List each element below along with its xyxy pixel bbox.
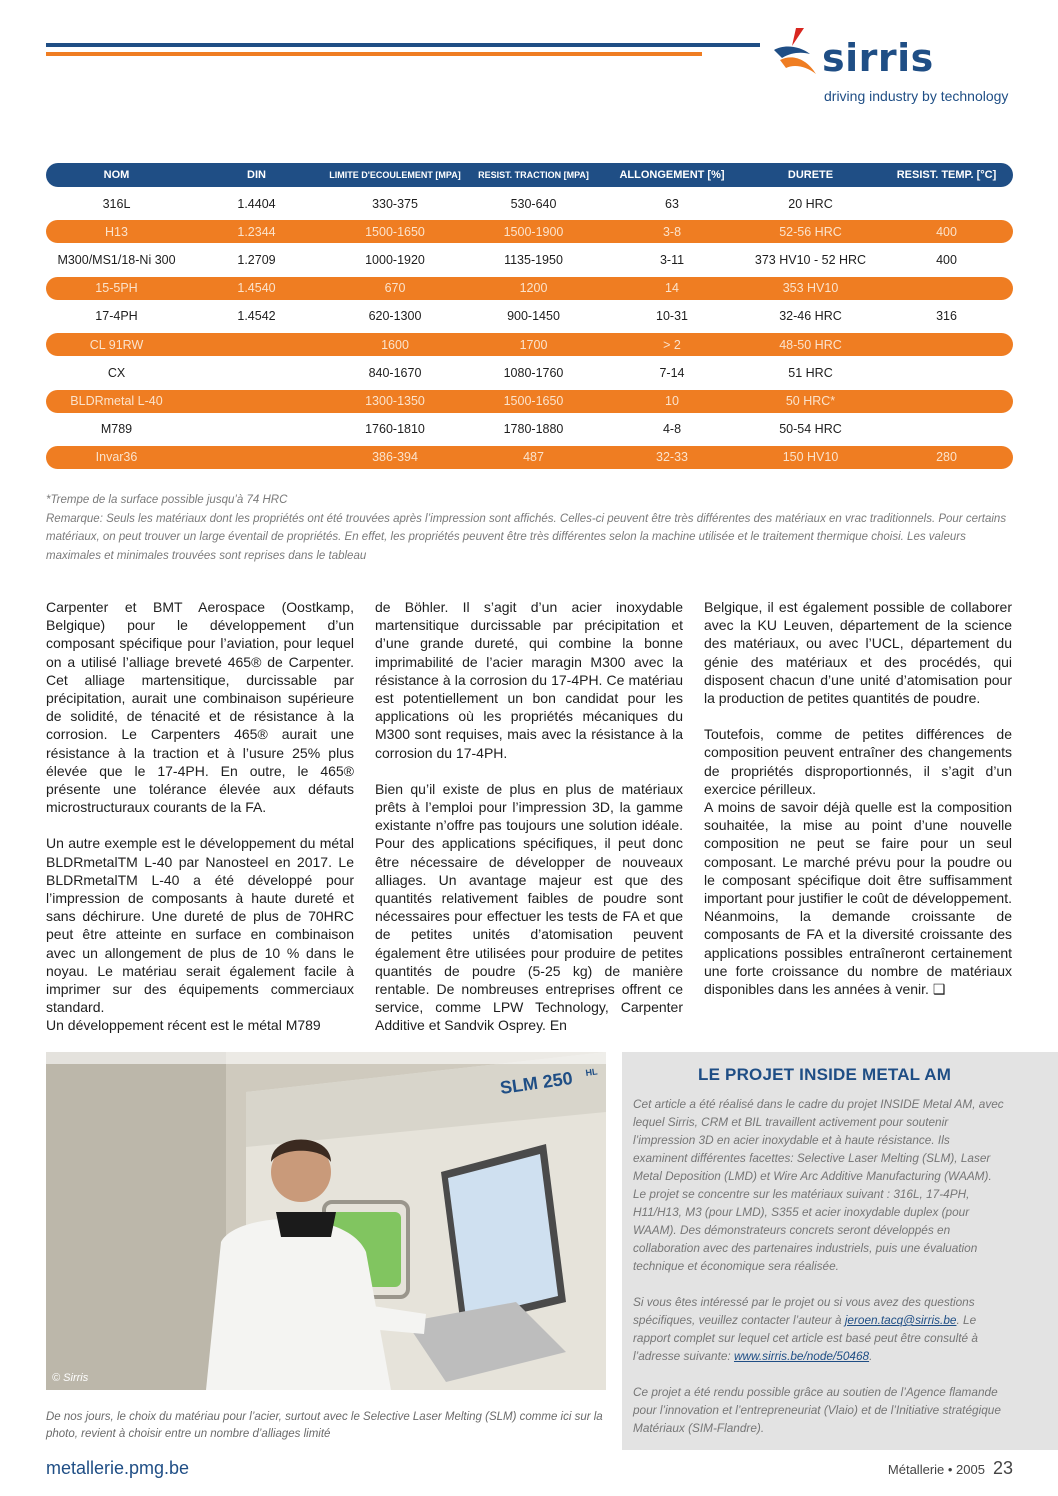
table-footnote: *Trempe de la surface possible jusqu’à 74 HRC bbox=[46, 494, 288, 506]
table-cell: 1200 bbox=[519, 281, 548, 296]
table-row bbox=[46, 220, 1013, 243]
table-cell: > 2 bbox=[663, 337, 681, 352]
slm-machine-photo bbox=[46, 1052, 606, 1390]
table-cell: 530-640 bbox=[510, 196, 557, 211]
sidebar-text bbox=[633, 1095, 1005, 1455]
table-row bbox=[46, 361, 1013, 384]
table-cell: 1000-1920 bbox=[365, 253, 425, 268]
table-cell: 48-50 HRC bbox=[779, 337, 842, 352]
table-cell: 7-14 bbox=[659, 365, 685, 380]
table-cell: CX bbox=[107, 365, 126, 380]
logo-name: sirris bbox=[822, 36, 934, 80]
table-cell: M300/MS1/18-Ni 300 bbox=[57, 253, 176, 268]
article-column-3 bbox=[704, 598, 1012, 998]
machine-label-sup: HL bbox=[584, 1066, 599, 1078]
header-rule-blue bbox=[46, 43, 760, 47]
photo-illustration bbox=[46, 1052, 606, 1390]
table-row bbox=[46, 446, 1013, 469]
table-cell: 10 bbox=[665, 394, 679, 408]
paragraph: A moins de savoir déjà quelle est la composition souhaitée, la mise au point d’une nouvelle composition ne peut se faire pour un seul composant. Le marché prévu pour la poudre ou le composant spécifique doit être suffisamment important pour justifier le coût de développement. Néanmoins, la demande croissante de composants de FA et la diversité croissante des applications possibles entraîneront certainement une forte croissance du nombre de matériaux disponibles dans les années à venir. ❑ bbox=[704, 799, 1012, 998]
table-cell: 400 bbox=[936, 224, 957, 239]
table-cell: 1600 bbox=[381, 337, 409, 352]
table-cell: 50 HRC* bbox=[785, 394, 836, 408]
publication-name: Métallerie • 2005 bbox=[887, 1462, 985, 1477]
table-cell: 487 bbox=[523, 450, 544, 465]
table-cell: 316L bbox=[102, 196, 131, 211]
table-cell: 316 bbox=[936, 309, 957, 324]
paragraph: Un développement récent est le métal M789 bbox=[46, 1017, 321, 1034]
table-cell: M789 bbox=[100, 422, 133, 437]
table-cell: 1.4540 bbox=[237, 281, 276, 296]
table-cell: BLDRmetal L-40 bbox=[70, 394, 163, 408]
table-cell: 670 bbox=[384, 281, 406, 296]
article-column-2 bbox=[375, 598, 683, 1035]
sidebar-paragraph-contact bbox=[633, 1293, 1005, 1365]
table-row bbox=[46, 390, 1013, 413]
table-cell: 840-1670 bbox=[368, 365, 422, 380]
paragraph: Carpenter et BMT Aerospace (Oostkamp, Belgique) pour le développement d’un composant spécifique pour l’aviation, pour lequel on a utilisé l’alliage breveté 465® de Carpenter. Cet alliage martensitique, durcissable par précipitation, aurait une combinaison supérieure de solidité, de ténacité et de résistance à la corrosion. Le Carpenters 465® aurait une résistance à la traction et à l’usure 25% plus élevée que le 17-4PH. En outre, le 465® présente une tolérance élevée aux défauts microstructuraux courants de la FA. bbox=[46, 599, 354, 816]
table-cell: 20 HRC bbox=[788, 196, 833, 211]
table-row bbox=[46, 418, 1013, 441]
table-cell: 15-5PH bbox=[95, 281, 138, 296]
header-cell-din: DIN bbox=[247, 169, 266, 181]
header-rule-orange bbox=[46, 52, 702, 56]
table-cell: 330-375 bbox=[372, 196, 418, 211]
table-cell: 1500-1650 bbox=[503, 394, 564, 408]
table-cell: 17-4PH bbox=[95, 309, 138, 324]
table-cell: Invar36 bbox=[95, 450, 138, 465]
header-cell-nom: NOM bbox=[103, 169, 130, 181]
table-cell: 1760-1810 bbox=[365, 422, 425, 437]
logo-tagline: driving industry by technology bbox=[824, 88, 1009, 104]
sidebar-paragraph: Cet article a été réalisé dans le cadre du projet INSIDE Metal AM, avec lequel Sirris, CRM et BIL travaillent activement pour soutenir l’impression 3D en acier inoxydable et à haute résistance. Ils examinent différentes facettes: Selective Laser Melting (SLM), Laser Metal Deposition (LMD) et Wire Arc Additive Manufacturing (WAAM). Le projet se concentre sur les matériaux suivant : 316L, 17-4PH, H11/H13, M3 (pour LMD), S355 et acier inoxydable duplex (pour WAAM). Des démonstrateurs concrets seront développés en collaboration avec des partenaires industriels, puis une évaluation technique et économique sera réalisée. bbox=[633, 1097, 1004, 1273]
table-cell: 32-46 HRC bbox=[779, 309, 842, 324]
table-row bbox=[46, 192, 1013, 215]
table-cell: 1500-1650 bbox=[365, 224, 425, 239]
table-row bbox=[46, 249, 1013, 272]
table-remark: Remarque: Seuls les matériaux dont les propriétés ont été trouvées après l’impression sont affichés. Celles-ci peuvent être très différentes des matériaux en vrac traditionnels. Pour certains matériaux, on peut trouver un large éventail de propriétés. En effet, les propriétés peuvent être très différentes selon la machine utilisée et le traitement thermique choisi. Les valeurs maximales et minimales trouvées sont reprises dans le tableau bbox=[46, 512, 1007, 562]
table-cell: 386-394 bbox=[372, 450, 418, 465]
materials-table bbox=[46, 163, 1013, 469]
article-column-1 bbox=[46, 598, 354, 1035]
header-cell-limite: LIMITE D'ECOULEMENT [MPA] bbox=[329, 170, 461, 180]
table-cell: 353 HV10 bbox=[782, 281, 839, 296]
table-cell: 150 HV10 bbox=[782, 450, 839, 465]
table-cell: 63 bbox=[665, 196, 679, 211]
table-cell: 52-56 HRC bbox=[779, 224, 842, 239]
table-cell: 10-31 bbox=[656, 309, 688, 324]
table-cell: 373 HV10 - 52 HRC bbox=[754, 253, 867, 268]
table-header-row bbox=[46, 163, 1013, 187]
header-cell-allongement: ALLONGEMENT [%] bbox=[619, 169, 725, 181]
header-cell-durete: DURETE bbox=[787, 169, 834, 181]
paragraph: Bien qu’il existe de plus en plus de matériaux prêts à l’emploi pour l’impression 3D, la gamme existante n’offre pas toujours une solution idéale. Pour des applications spécifiques, il peut donc être nécessaire de développer de nouveaux alliages. Un avantage majeur est que des quantités relativement faibles de poudre sont nécessaires pour effectuer les tests de FA et que de petites unités d’atomisation peuvent également être utilisées pour produire de petites quantités de poudre (5-25 kg) de manière rentable. De nombreuses entreprises offrent ce service, comme LPW Technology, Carpenter Additive et Sandvik Osprey. En bbox=[375, 780, 683, 1034]
paragraph: Toutefois, comme de petites différences de composition peuvent entraîner des changements de propriétés disproportionnés, il s’agit d’un exercice périlleux. bbox=[704, 726, 1012, 797]
photo-caption: De nos jours, le choix du matériau pour l’acier, surtout avec le Selective Laser Melting (SLM) comme ici sur la photo, revient à choisir entre un nombre d’alliages limité bbox=[46, 1411, 603, 1440]
paragraph: Un autre exemple est le développement du métal BLDRmetalTM L-40 par Nanosteel en 2017. Le BLDRmetalTM L-40 a été développé pour l’impression de composants à haute dureté et sans déchirure. Une dureté de plus de 70HRC peut être atteinte en surface en combinaison avec un allongement de plus de 10 % dans le noyau. Le matériau serait également facile à imprimer sur des équipements commerciaux standard. bbox=[46, 835, 354, 1016]
table-cell: 1135-1950 bbox=[504, 253, 563, 268]
table-cell: 3-8 bbox=[662, 224, 682, 239]
table-cell: 50-54 HRC bbox=[779, 422, 842, 437]
table-cell: 3-11 bbox=[659, 253, 685, 268]
table-row bbox=[46, 277, 1013, 300]
sirris-logo-mark-icon bbox=[770, 24, 822, 80]
table-notes bbox=[46, 491, 1013, 565]
table-cell: 1.2709 bbox=[237, 253, 276, 268]
table-cell: 280 bbox=[936, 450, 957, 465]
table-cell: 1.4542 bbox=[237, 309, 276, 324]
table-cell: 1500-1900 bbox=[503, 224, 564, 239]
contact-text: Si vous êtes intéressé par le projet ou si vous avez des questions spécifiques, veuillez contacter l’auteur à bbox=[633, 1295, 975, 1327]
table-cell: 900-1450 bbox=[507, 309, 560, 324]
table-cell: 4-8 bbox=[662, 422, 682, 437]
paragraph: Belgique, il est également possible de collaborer avec la KU Leuven, département de la science des matériaux, ou avec l’UCL, département du génie des matériaux et des procédés, qui disposent chacun d’une unité d’atomisation pour la production de petites quantités de poudre. bbox=[704, 599, 1012, 707]
author-email-link[interactable]: jeroen.tacq@sirris.be bbox=[844, 1313, 957, 1327]
table-row bbox=[46, 305, 1013, 328]
footer-site-link[interactable]: metallerie.pmg.be bbox=[46, 1458, 190, 1478]
table-cell: 400 bbox=[936, 253, 957, 268]
sidebar-title: LE PROJET INSIDE METAL AM bbox=[698, 1065, 952, 1084]
contact-text-3: . bbox=[869, 1349, 873, 1363]
header-cell-temp: RESIST. TEMP. [°C] bbox=[896, 169, 997, 181]
table-body bbox=[46, 192, 1013, 469]
contact-text-2: . Le rapport complet sur lequel cet article est basé peut être consulté à l’adresse suivante: bbox=[633, 1313, 978, 1363]
table-cell: 1300-1350 bbox=[365, 394, 425, 408]
page-number: 23 bbox=[992, 1458, 1013, 1478]
table-cell: 620-1300 bbox=[368, 309, 422, 324]
table-cell: 1.4404 bbox=[237, 196, 276, 211]
table-cell: 32-33 bbox=[656, 450, 688, 465]
table-cell: 1780-1880 bbox=[503, 422, 564, 437]
footer-publication bbox=[888, 1458, 1013, 1479]
project-sidebar bbox=[622, 1052, 1058, 1450]
report-link[interactable]: www.sirris.be/node/50468 bbox=[733, 1349, 870, 1363]
table-cell: 14 bbox=[665, 281, 679, 296]
table-cell: CL 91RW bbox=[89, 337, 144, 352]
photo-credit: © Sirris bbox=[52, 1372, 89, 1384]
table-cell: H13 bbox=[105, 224, 128, 239]
paragraph: de Böhler. Il s’agit d’un acier inoxydable martensitique durcissable par précipitation et d’une grande dureté, qui combine la bonne imprimabilité de l’acier maragin M300 avec la résistance à la corrosion du 17-4PH. Ce matériau est potentiellement un bon candidat pour les applications où les propriétés mécaniques du M300 sont requises, mais avec la résistance à la corrosion du 17-4PH. bbox=[375, 599, 683, 761]
sidebar-paragraph: Ce projet a été rendu possible grâce au soutien de l’Agence flamande pour l’innovation et l’entrepreneuriat (Vlaio) et de l’Initiative stratégique Matériaux (SIM-Flandre). bbox=[633, 1385, 1001, 1435]
machine-label: SLM 250 bbox=[498, 1067, 574, 1098]
header-cell-traction: RESIST. TRACTION [MPA] bbox=[478, 170, 589, 180]
table-cell: 1080-1760 bbox=[503, 365, 564, 380]
table-cell: 1.2344 bbox=[237, 224, 276, 239]
sirris-logo[interactable] bbox=[768, 22, 1016, 108]
table-cell: 51 HRC bbox=[788, 365, 833, 380]
table-cell: 1700 bbox=[519, 337, 548, 352]
table-row bbox=[46, 333, 1013, 356]
